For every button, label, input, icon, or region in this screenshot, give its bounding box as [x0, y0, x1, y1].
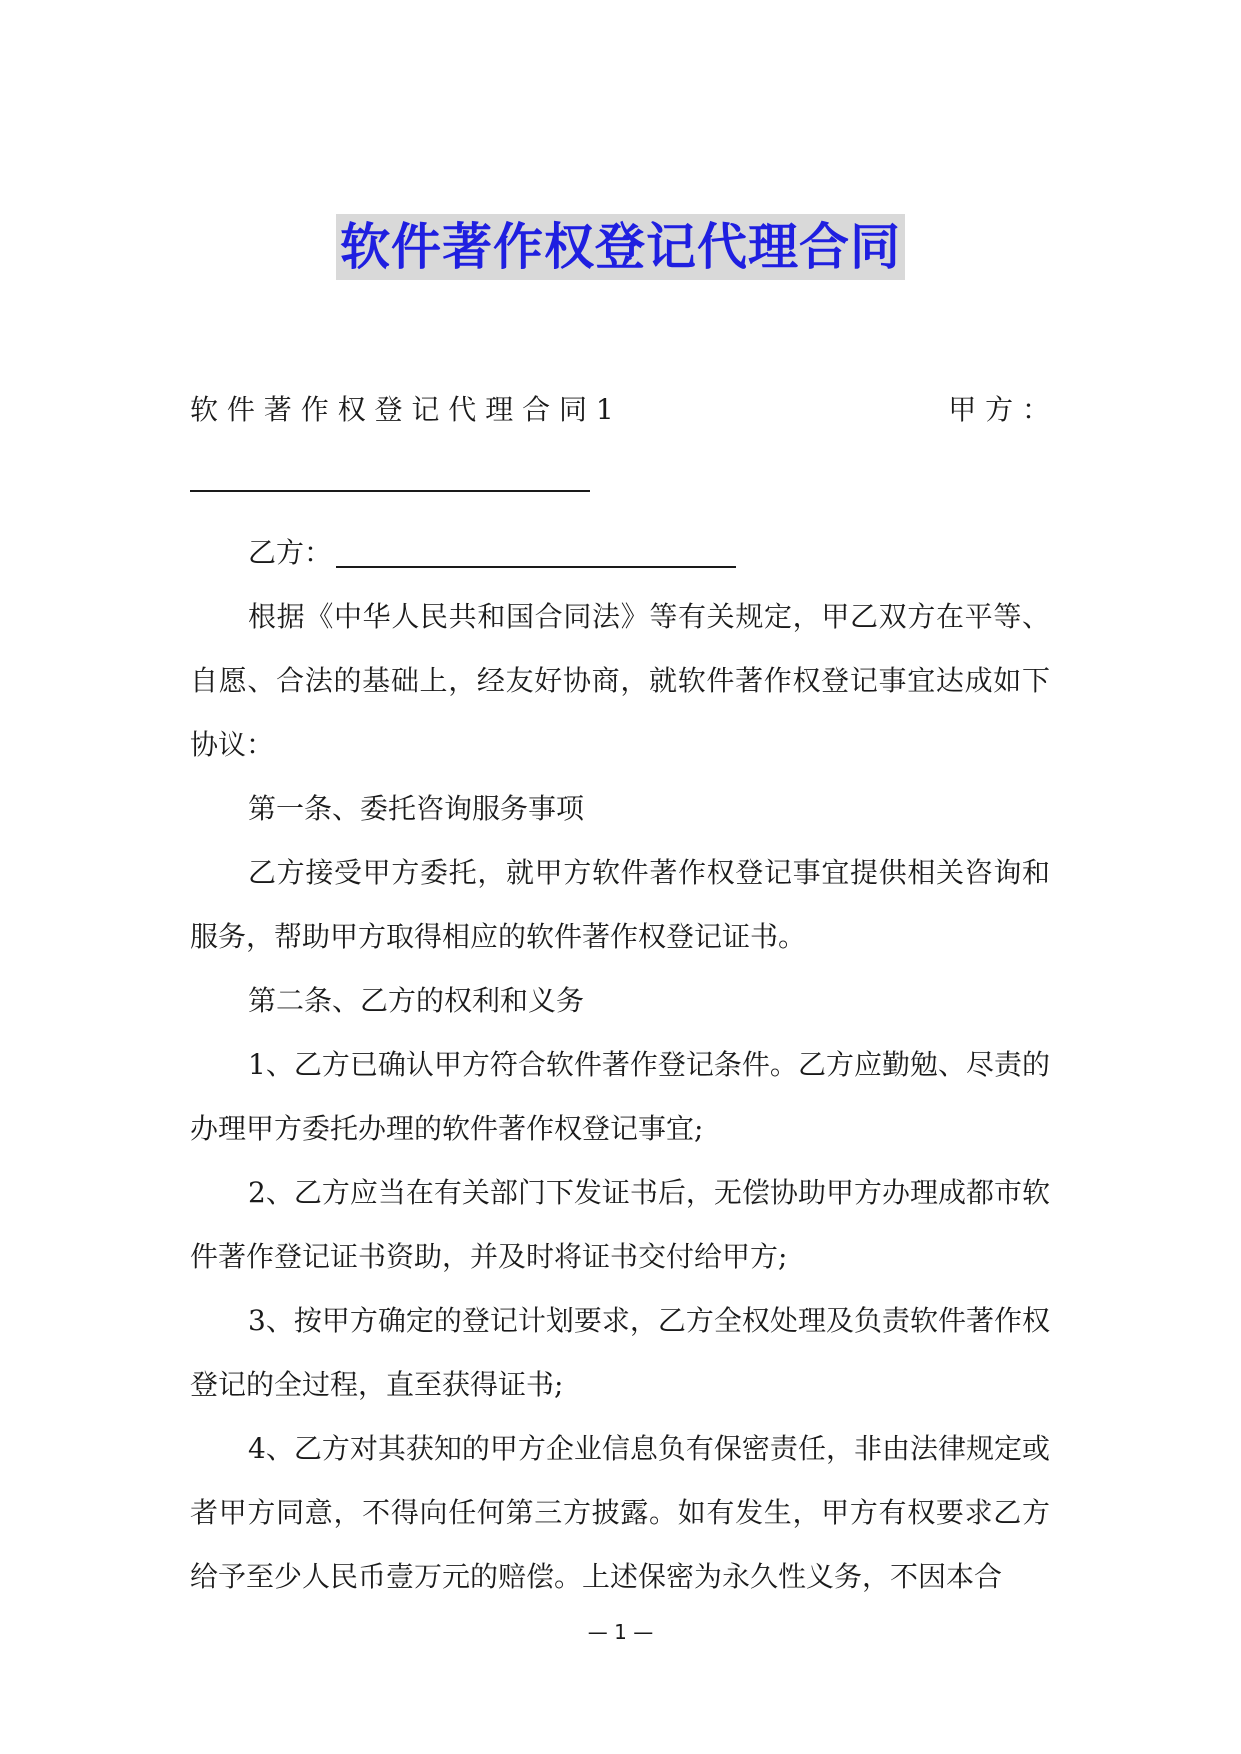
article-2-item-2: 2、乙方应当在有关部门下发证书后，无偿协助甲方办理成都市软件著作登记证书资助，并及时将证书交付给甲方;: [190, 1176, 1050, 1273]
paragraph-preamble: 根据《中华人民共和国合同法》等有关规定，甲乙双方在平等、自愿、合法的基础上，经友好协商，就软件著作权登记事宜达成如下协议：: [190, 600, 1050, 761]
party-a-label: 甲 方 ：: [948, 393, 1050, 426]
document-title: 软件著作权登记代理合同: [336, 214, 905, 280]
article-1-text: 乙方接受甲方委托，就甲方软件著作权登记事宜提供相关咨询和服务，帮助甲方取得相应的软件著作权登记证书。: [190, 856, 1050, 953]
article-1-heading: 第一条、委托咨询服务事项: [248, 792, 585, 825]
article-2-heading: 第二条、乙方的权利和义务: [248, 984, 585, 1017]
header-line: [190, 390, 1050, 430]
party-b-line: [190, 521, 1050, 585]
title-container: [0, 214, 1241, 280]
article-2-item-3: 3、按甲方确定的登记计划要求，乙方全权处理及负责软件著作权登记的全过程，直至获得证书;: [190, 1304, 1050, 1401]
page-number: — 1 —: [587, 1620, 654, 1644]
contract-body: [190, 521, 1050, 1609]
party-b-blank-line: [336, 530, 736, 568]
article-2-item-1: 1、乙方已确认甲方符合软件著作登记条件。乙方应勤勉、尽责的办理甲方委托办理的软件著作权登记事宜;: [190, 1048, 1050, 1145]
contract-name-line: 软 件 著 作 权 登 记 代 理 合 同 1: [190, 393, 614, 426]
party-a-blank-line: [190, 490, 590, 492]
party-b-label: 乙方：: [248, 536, 333, 569]
article-2-item-4: 4、乙方对其获知的甲方企业信息负有保密责任，非由法律规定或者甲方同意，不得向任何第三方披露。如有发生，甲方有权要求乙方给予至少人民币壹万元的赔偿。上述保密为永久性义务，不因本合: [190, 1432, 1050, 1593]
